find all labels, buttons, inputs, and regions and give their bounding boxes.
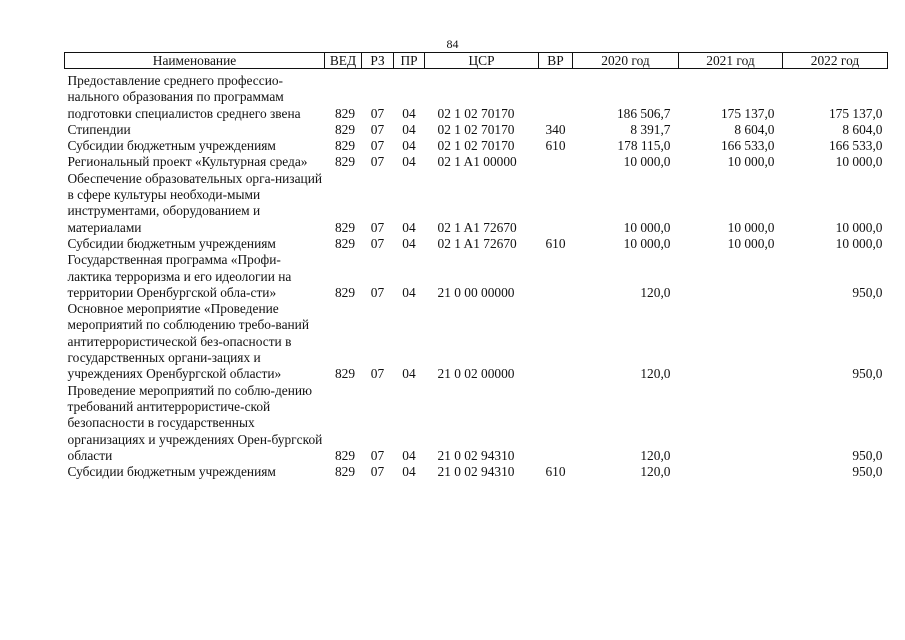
row-name: Субсидии бюджетным учреждениям — [67, 464, 276, 480]
row-vr — [539, 301, 573, 382]
header-2021: 2021 год — [679, 53, 783, 69]
row-csr: 02 1 02 70170 — [437, 138, 515, 154]
row-rz: 07 — [370, 121, 385, 137]
row-2020: 8 391,7 — [630, 121, 671, 137]
row-pr: 04 — [402, 235, 416, 251]
row-rz: 07 — [370, 447, 385, 463]
row-vr — [539, 69, 573, 122]
row-ved: 829 — [334, 121, 356, 137]
row-2022: 175 137,0 — [828, 105, 883, 121]
row-vr — [539, 383, 573, 464]
row-vr — [539, 252, 573, 301]
table-row — [65, 301, 888, 382]
header-vr: ВР — [539, 53, 573, 69]
row-pr: 04 — [402, 219, 416, 235]
row-csr: 21 0 02 00000 — [437, 366, 515, 382]
header-2020: 2020 год — [573, 53, 679, 69]
row-2021 — [679, 301, 783, 382]
row-2020: 120,0 — [640, 366, 671, 382]
row-name: Государственная программа «Профи-лактика терроризма и его идеологии на территории Оренбургской обла-сти» — [67, 252, 292, 300]
row-2020: 10 000,0 — [623, 235, 671, 251]
row-csr: 21 0 02 94310 — [437, 447, 515, 463]
row-csr: 02 1 A1 00000 — [437, 154, 517, 170]
row-2022: 10 000,0 — [835, 235, 883, 251]
row-name: Обеспечение образовательных орга-низаций в сфере культуры необходи-мыми инструментами, оборудованием и материалами — [67, 170, 323, 235]
row-vr: 610 — [545, 138, 566, 154]
header-ved: ВЕД — [325, 53, 362, 69]
row-csr: 02 1 A1 72670 — [437, 219, 517, 235]
table-row — [65, 69, 888, 122]
row-ved: 829 — [334, 235, 356, 251]
row-2022: 8 604,0 — [842, 121, 883, 137]
row-2021: 8 604,0 — [734, 121, 775, 137]
row-rz: 07 — [370, 219, 385, 235]
row-rz: 07 — [370, 464, 385, 480]
row-csr: 02 1 02 70170 — [437, 121, 515, 137]
table-row — [65, 122, 888, 138]
row-csr: 02 1 02 70170 — [437, 105, 515, 121]
row-pr: 04 — [402, 447, 416, 463]
table-row — [65, 383, 888, 464]
header-pr: ПР — [394, 53, 425, 69]
row-vr: 610 — [545, 235, 566, 251]
row-ved: 829 — [334, 219, 356, 235]
budget-table — [64, 52, 888, 480]
row-ved: 829 — [334, 138, 356, 154]
row-ved: 829 — [334, 154, 356, 170]
row-2021: 10 000,0 — [727, 154, 775, 170]
row-2022: 950,0 — [852, 366, 883, 382]
row-2020: 186 506,7 — [616, 105, 671, 121]
row-2022: 10 000,0 — [835, 219, 883, 235]
row-2022: 950,0 — [852, 284, 883, 300]
row-2021: 175 137,0 — [720, 105, 775, 121]
row-rz: 07 — [370, 366, 385, 382]
row-ved: 829 — [334, 464, 356, 480]
row-rz: 07 — [370, 235, 385, 251]
row-pr: 04 — [402, 366, 416, 382]
row-ved: 829 — [334, 366, 356, 382]
row-ved: 829 — [334, 284, 356, 300]
row-name: Предоставление среднего профессио-нального образования по программам подготовки специалистов среднего звена — [67, 73, 301, 121]
row-pr: 04 — [402, 105, 416, 121]
row-2021 — [679, 252, 783, 301]
row-2021: 10 000,0 — [727, 219, 775, 235]
row-vr: 610 — [545, 464, 566, 480]
header-name: Наименование — [65, 53, 325, 69]
row-name: Стипендии — [67, 121, 131, 137]
row-2021: 166 533,0 — [720, 138, 775, 154]
header-row — [65, 53, 888, 69]
row-vr — [539, 171, 573, 236]
table-row — [65, 171, 888, 236]
row-pr: 04 — [402, 121, 416, 137]
row-name: Субсидии бюджетным учреждениям — [67, 138, 276, 154]
row-2022: 166 533,0 — [828, 138, 883, 154]
header-csr: ЦСР — [425, 53, 539, 69]
row-csr: 02 1 A1 72670 — [437, 235, 517, 251]
row-2022: 950,0 — [852, 464, 883, 480]
row-rz: 07 — [370, 154, 385, 170]
row-2020: 120,0 — [640, 284, 671, 300]
row-2021: 10 000,0 — [727, 235, 775, 251]
row-2021 — [679, 464, 783, 480]
row-2020: 10 000,0 — [623, 154, 671, 170]
row-rz: 07 — [370, 284, 385, 300]
row-2021 — [679, 383, 783, 464]
table-row — [65, 236, 888, 252]
row-rz: 07 — [370, 138, 385, 154]
row-ved: 829 — [334, 105, 356, 121]
table-row — [65, 138, 888, 154]
row-name: Субсидии бюджетным учреждениям — [67, 235, 276, 251]
row-2022: 950,0 — [852, 447, 883, 463]
row-2020: 120,0 — [640, 464, 671, 480]
row-2022: 10 000,0 — [835, 154, 883, 170]
table-row — [65, 252, 888, 301]
row-rz: 07 — [370, 105, 385, 121]
row-csr: 21 0 02 94310 — [437, 464, 515, 480]
row-vr: 340 — [545, 121, 566, 137]
row-name: Проведение мероприятий по соблю-дению требований антитеррористиче-ской безопасности в государственных организациях и учреждениях Орен-бургской области — [67, 382, 323, 463]
row-name: Региональный проект «Культурная среда» — [67, 154, 308, 170]
row-ved: 829 — [334, 447, 356, 463]
header-rz: РЗ — [362, 53, 394, 69]
row-csr: 21 0 00 00000 — [437, 284, 515, 300]
row-2020: 120,0 — [640, 447, 671, 463]
header-2022: 2022 год — [783, 53, 888, 69]
row-pr: 04 — [402, 138, 416, 154]
page-number: 84 — [446, 37, 459, 51]
row-pr: 04 — [402, 464, 416, 480]
row-2020: 10 000,0 — [623, 219, 671, 235]
table-row — [65, 464, 888, 480]
row-pr: 04 — [402, 154, 416, 170]
table-row — [65, 154, 888, 170]
row-2020: 178 115,0 — [617, 138, 671, 154]
row-name: Основное мероприятие «Проведение мероприятий по соблюдению требо-ваний антитеррористической без-опасности в государственных органи-зациях и учреждениях Оренбургской области» — [67, 301, 310, 382]
row-vr — [539, 154, 573, 170]
row-pr: 04 — [402, 284, 416, 300]
